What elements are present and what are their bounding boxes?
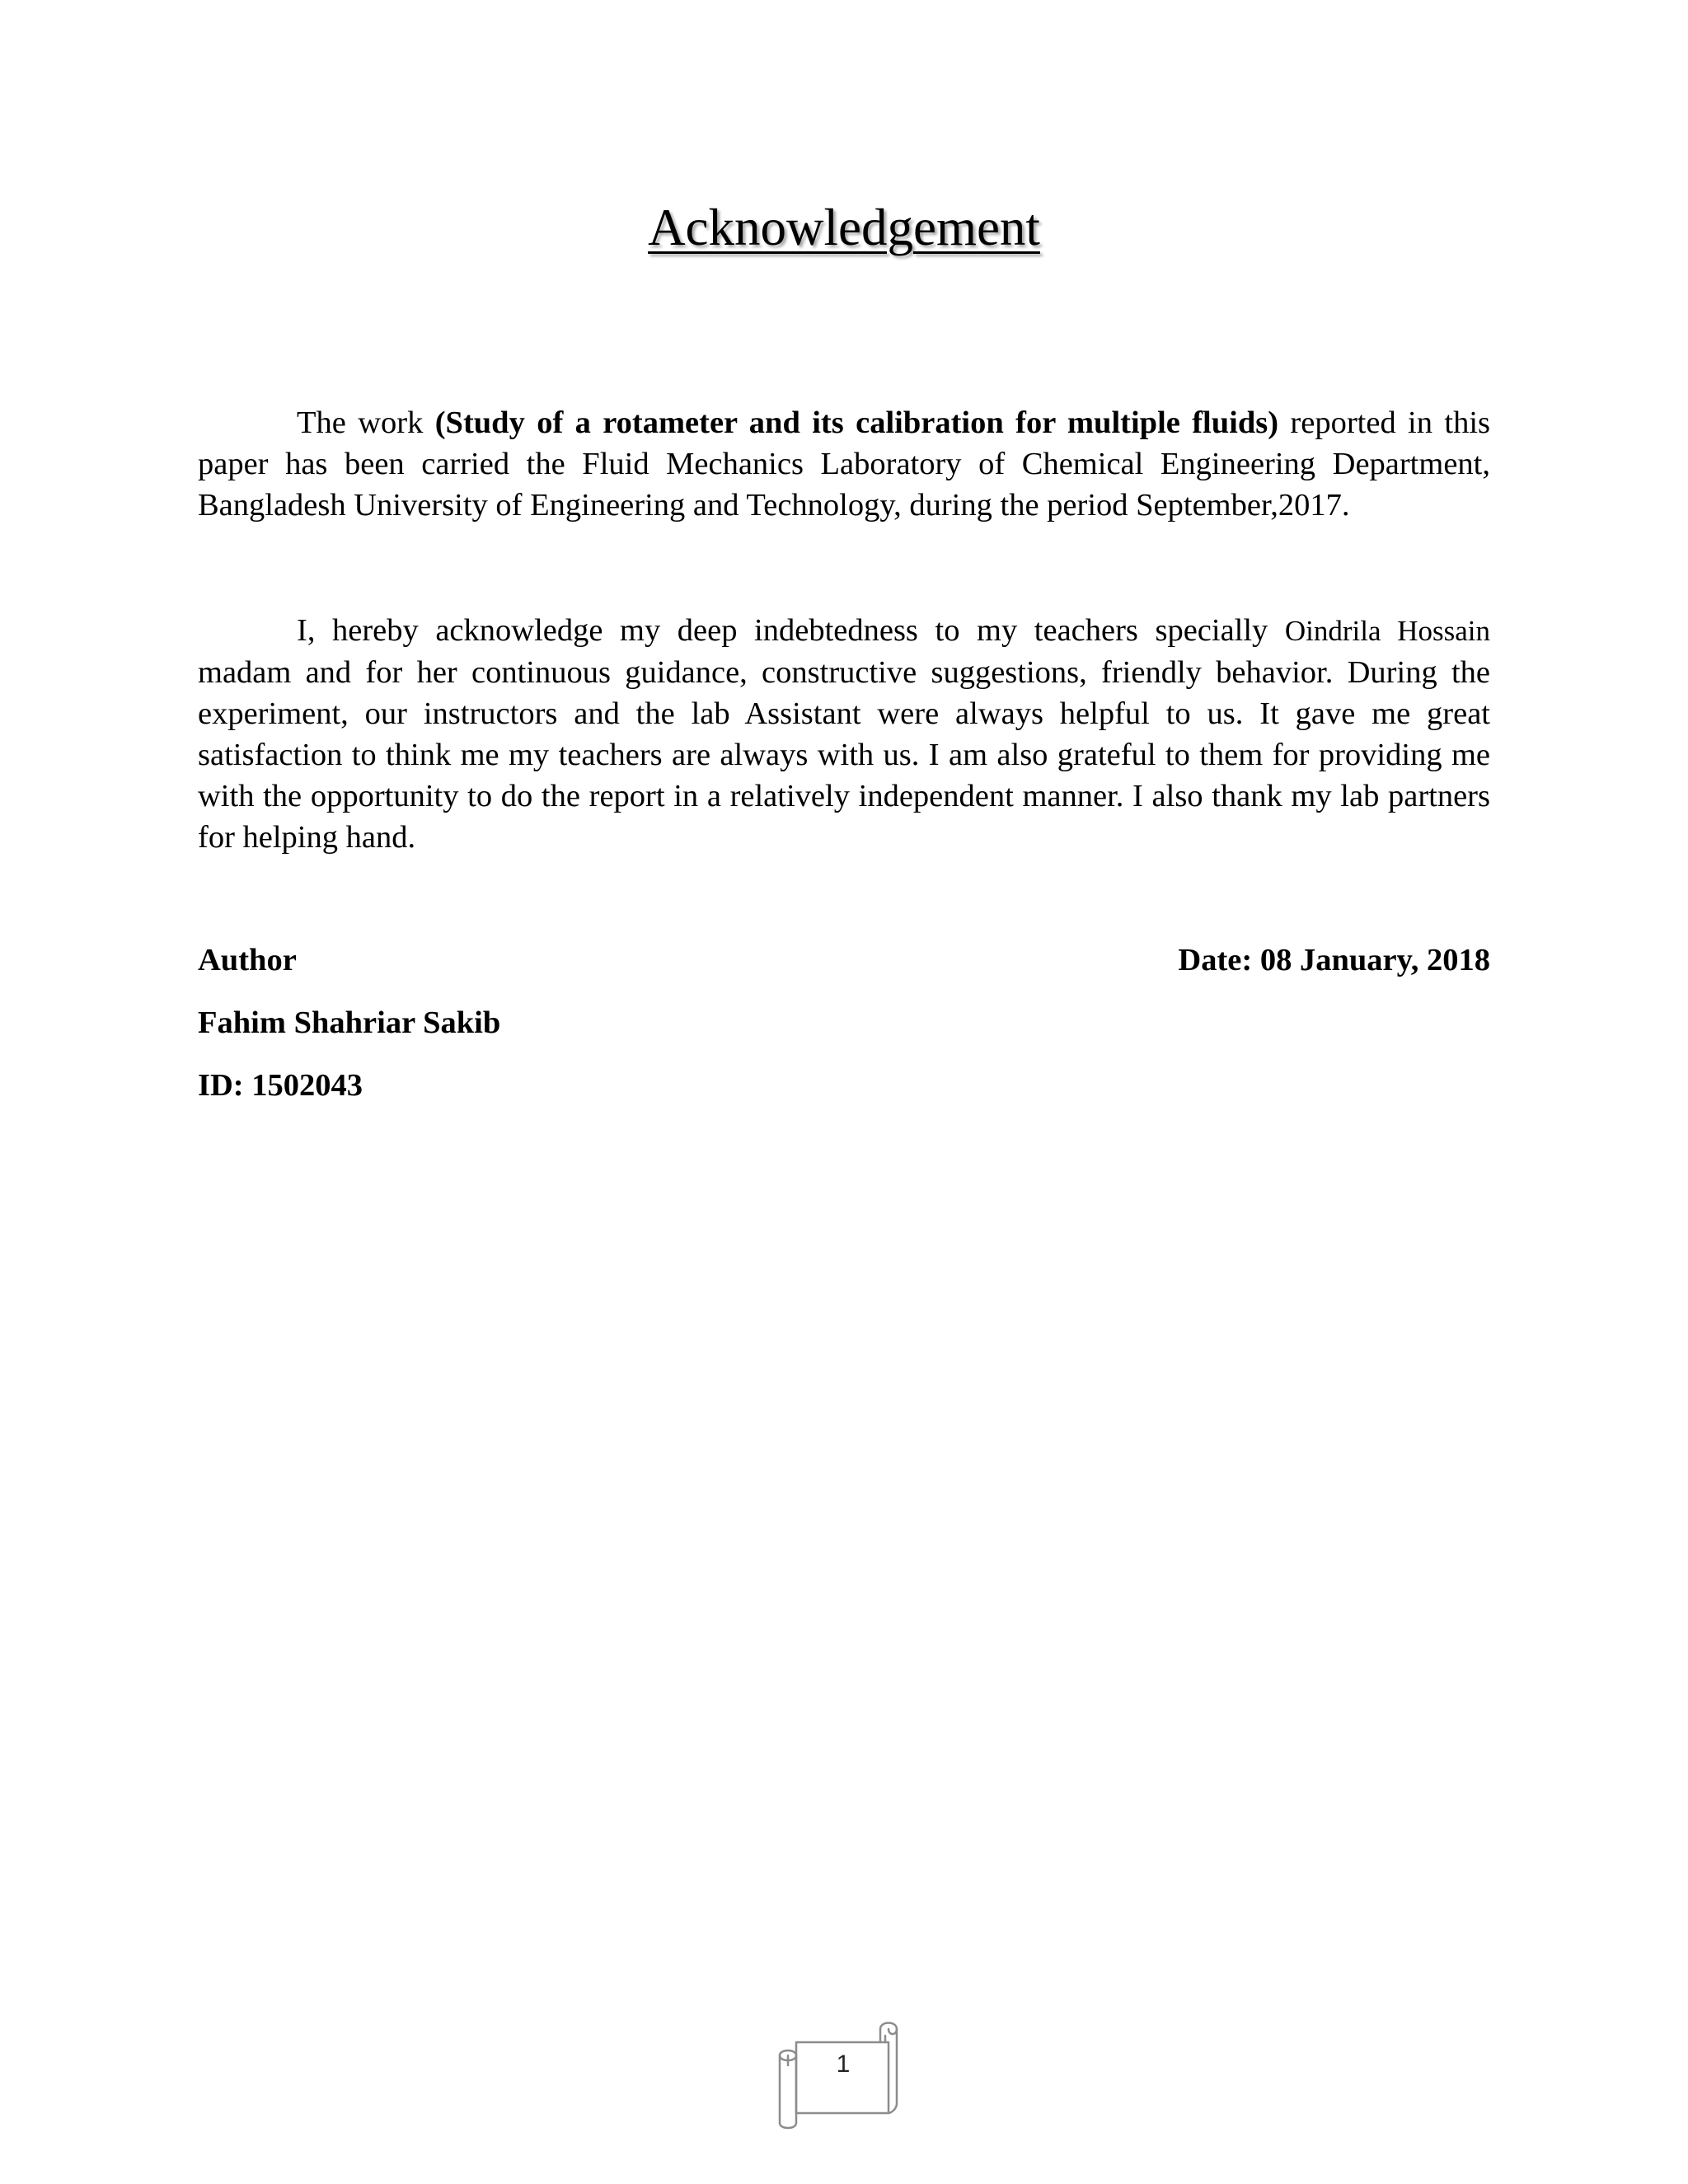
- paragraph-work-description: [198, 402, 1490, 526]
- paragraph1-rest: reported in this paper has been carried the Fluid Mechanics Laboratory of Chemical Engineering Department, Bangladesh University of Engineering and Technology, during the period September,2017.: [198, 405, 1490, 523]
- paragraph2-lead: I, hereby acknowledge my deep indebtedness to my teachers specially: [297, 613, 1285, 648]
- author-id: ID: 1502043: [198, 1068, 363, 1103]
- paragraph1-lead: The work: [297, 405, 435, 440]
- page-title: Acknowledgement: [648, 199, 1040, 256]
- teacher-name: Oindrila Hossain: [1284, 615, 1491, 647]
- paragraph-acknowledgement: [198, 610, 1490, 858]
- page-number: 1: [836, 2050, 851, 2078]
- author-label: Author: [198, 943, 297, 977]
- author-name: Fahim Shahriar Sakib: [198, 1005, 501, 1040]
- page-number-badge: [765, 2018, 913, 2133]
- paragraph2-rest: madam and for her continuous guidance, constructive suggestions, friendly behavior. During the experiment, our instructors and the lab Assistant were always helpful to us. It gave me great satisfaction to think me my teachers are always with us. I am also grateful to them for providing me with the opportunity to do the report in a relatively independent manner. I also thank my lab partners for helping hand.: [198, 655, 1490, 855]
- paragraph1-experiment-title: (Study of a rotameter and its calibration for multiple fluids): [434, 405, 1279, 440]
- date-line: Date: 08 January, 2018: [1178, 943, 1490, 977]
